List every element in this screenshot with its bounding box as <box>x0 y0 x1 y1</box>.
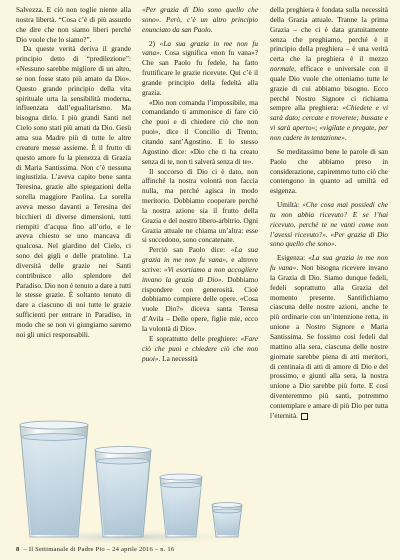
paragraph: Il soccorso di Dio ci è dato, non affinché la nostra volontà non faccia nulla, ma perché agisca in modo meritorio. Dobbiamo cooperare perché la nostra azione sia il frutto della Grazia e del nostro libero-arbitrio. Ogni Grazia attuale ne chiama un’altra: esse si succedono, sono concatenate. <box>142 167 258 245</box>
quote: «La sua grazia in me non fu vana». <box>142 39 258 58</box>
glass-shot <box>212 503 242 537</box>
text: Perciò san Paolo dice: <box>149 246 231 255</box>
paragraph: «Per grazia di Dio sono quello che sono». Però, c’è un altro principio enunciato da san Paolo. <box>142 6 258 34</box>
paragraph <box>270 6 388 144</box>
paragraph <box>142 40 258 99</box>
page-footer <box>16 546 388 553</box>
text: . La necessità <box>158 354 198 363</box>
text: della preghiera è fondata sulla necessità della Grazia attuale. Tranne la prima Grazia – che ci è data gratuitamente senza che preghiamo, perché è il principio della preghiera – è una verità certa che la preghiera è il mezzo <box>270 6 388 64</box>
text: , efficace e universale con il quale Dio vuole che otteniamo tutte le grazie di cui abbiamo bisogno. Ecco perché Nostro Signore ci richiama sempre alla preghiera: <box>270 65 388 113</box>
quote: «La sua grazia in me non fu vana» <box>270 254 389 273</box>
paragraph <box>142 246 258 335</box>
glass-large <box>20 421 88 537</box>
quote: «La sua grazia in me non fu vana» <box>142 246 258 265</box>
text: . Dobbiamo rispondere con generosità. Cioè dobbiamo compiere delle opere. «Cosa vuole Dio?» diceva santa Teresa d’Avila – Delle opere, figlie mie, ecco la volontà di Dio». <box>142 275 258 333</box>
paragraph <box>142 335 258 365</box>
glass-small <box>160 474 202 537</box>
text: Esigenza: <box>277 254 309 263</box>
emphasis: normale <box>270 65 295 74</box>
paragraph: Salvezza. E ciò non toglie niente alla nostra libertà. “Cosa c’è di più assurdo che dire che non siamo liberi perché Dio vuole che lo siamo?”. <box>16 6 131 44</box>
quote: «Che cosa mai possiedi che tu non abbia ricevuto? E se l’hai ricevuto, perché te ne vanti come non l’avessi ricevuto?». «Per grazia di Dio sono quello che sono». <box>270 201 388 249</box>
end-of-article-mark <box>301 413 308 420</box>
text: , e altrove scrive: <box>142 256 258 274</box>
magazine-info: – Il Settimanale di Padre Pio – 24 aprile 2016 – n. 16 <box>23 546 175 553</box>
column-1 <box>16 6 131 341</box>
quote: «Vi esortiamo a non accogliere invano la grazia di Dio» <box>142 265 259 284</box>
paragraph-number: 2) <box>149 39 160 48</box>
column-2 <box>142 6 258 364</box>
page-number: 8 <box>16 546 20 553</box>
paragraph <box>270 254 388 421</box>
paragraph: «Dio non comanda l’impossibile, ma comandando ti ammonisce di fare ciò che puoi e di chiedere ciò che non puoi», dice il Concilio di Trento, citando sant’Agostino. E lo stesso Agostino dice: «Dio che ti ha creato senza di te, non ti salverà senza di te». <box>142 98 258 166</box>
column-3 <box>270 6 388 422</box>
paragraph: Da queste verità deriva il grande principio detto di “predilezione”: «Nessuno sarebbe migliore di un altro, se non fosse stato più amato da Dio». Questo grande principio della vita spirituale urta la sensibilità moderna, influenzata dall’egualitarismo. Ma bisogna dirlo. I più grandi Santi nel Cielo sono stati più amati da Dio. Gesù ama sua Madre più di tutte le altre creature messe assieme. È il frutto di questo amore fu la pienezza di Grazia di Maria Santissima. Non c’è nessuna ingiustizia. L’aveva capito bene santa Teresina, grazie alle spiegazioni della sorella maggiore Paolina. La sorella aveva messo davanti a Teresina dei bicchieri di diverse dimensioni, tutti riempiti d’acqua fino all’orlo, e le aveva chiesto se uno mancava di qualcosa. Nel giardino del Cielo, ci sono dei gigli e delle pratoline. La diversità delle grazie nei Santi contribuisce allo splendore del Paradiso. Dio non è tenuto a dare a tutti le stesse grazie. È soltanto tenuto di dare a ciascuno di noi tutte le grazie sufficienti per entrare in Paradiso, in modo che se non vi giungiamo saremo noi gli unici responsabili. <box>16 45 131 339</box>
quote: «vigilate e pregate, per non cadere in tentazione» <box>270 124 389 142</box>
text: . <box>344 133 347 142</box>
text: Umiltà: <box>277 201 303 210</box>
text: E soprattutto delle preghiere: <box>149 334 241 343</box>
paragraph: Se meditassimo bene le parole di san Paolo che abbiamo preso in considerazione, capiremmo tutto ciò che contengono in quanto ad umiltà ed esigenza. <box>270 147 388 196</box>
glass-medium <box>95 447 151 538</box>
text: Cosa significa «non fu vana»? Che san Paolo fu fedele, ha fatto fruttificare le grazie ricevute. Qui c’è il grande principio della fedeltà alla grazia. <box>142 49 258 97</box>
water-glasses-illustration <box>0 405 265 543</box>
quote: «Fare ciò che puoi e chiedere ciò che non puoi» <box>142 334 258 363</box>
text: . Non bisogna ricevere invano la Grazia di Dio. Siamo dunque fedeli, fedeli soprattutto alla Grazia del momento presente. Santifichiamo ciascuna delle nostre azioni, anche le più ordinarie con un’intenzione retta, in unione a Nostro Signore e Maria Santissima. Se fossimo così fedeli dal mattino alla sera, ciascuna delle nostre giornate sarebbe piena di atti meritori, di centinaia di atti di amore di Dio e del prossimo, e giunti alla sera, la nostra unione a Dio sarebbe più forte. E così diventeremmo più santi, potremmo contemplare e amare di più Dio per tutta l’eternità. <box>270 264 388 420</box>
quote: «Chiedete e vi sarà dato; cercate e troverete; bussate e vi sarà aperto» <box>270 104 388 133</box>
paragraph <box>270 201 388 250</box>
text: ; <box>315 124 320 133</box>
